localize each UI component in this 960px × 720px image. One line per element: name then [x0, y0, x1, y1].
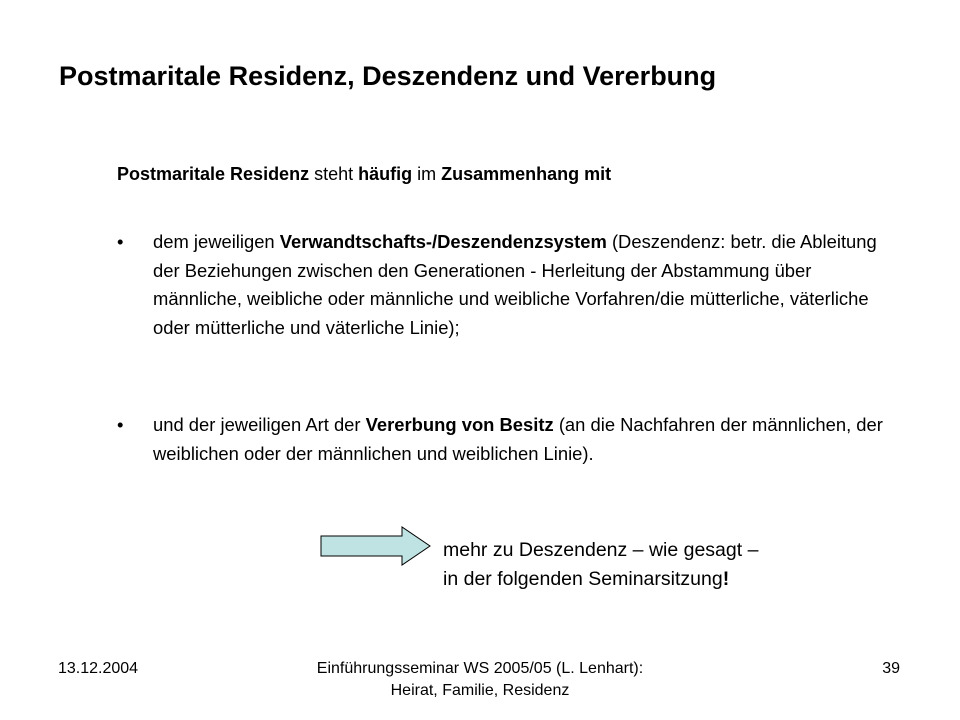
bullet-list-2 [117, 411, 905, 468]
intro-bold-residenz: Postmaritale Residenz [117, 164, 310, 184]
bullet-symbol: • [117, 231, 124, 252]
footer-course-line-2: Heirat, Familie, Residenz [390, 682, 570, 699]
bullet-text-after: (Deszendenz: betr. die Ableitung der Beziehungen zwischen den Generationen - Herleitung der Abstammung über männliche, weibliche oder männliche und weibliche Vorfahren/die mütterliche, väterliche oder mütterliche und väterliche Linie); [153, 231, 877, 338]
slide-title: Postmaritale Residenz, Deszendenz und Vererbung [59, 61, 717, 91]
arrow-shape [321, 527, 430, 565]
bullet-text-before: dem jeweiligen [153, 231, 280, 252]
intro-bold-haeufig: häufig [358, 164, 413, 184]
bullet-text-after: (an die Nachfahren der männlichen, der weiblichen oder der männlichen und weiblichen Linie). [153, 414, 883, 464]
note-exclamation: ! [722, 568, 730, 590]
intro-bold-zusammenhang: Zusammenhang mit [441, 164, 612, 184]
bullet-text-before: und der jeweiligen Art der [153, 414, 366, 435]
bullet-list-1 [117, 228, 905, 342]
footer-course-line-1: Einführungsseminar WS 2005/05 (L. Lenhart): [316, 660, 644, 677]
note-line-2-text: in der folgenden Seminarsitzung [443, 568, 723, 590]
right-arrow-icon [320, 526, 432, 566]
footer-course [260, 658, 700, 702]
intro-line [117, 160, 611, 188]
footer-page-number: 39 [882, 660, 900, 677]
intro-text-steht: steht [309, 164, 359, 184]
bullet-item-vererbung [117, 411, 905, 468]
bullet-symbol: • [117, 414, 124, 435]
note-text [443, 536, 758, 594]
bullet-item-deszendenz [117, 228, 905, 342]
bullet-bold-term: Vererbung von Besitz [365, 414, 554, 435]
intro-text-im: im [412, 164, 442, 184]
note-line-1: mehr zu Deszendenz – wie gesagt – [443, 539, 759, 561]
bullet-bold-term: Verwandtschafts-/Deszendenzsystem [279, 231, 607, 252]
footer-date: 13.12.2004 [58, 660, 139, 677]
note-line-2 [443, 565, 758, 594]
